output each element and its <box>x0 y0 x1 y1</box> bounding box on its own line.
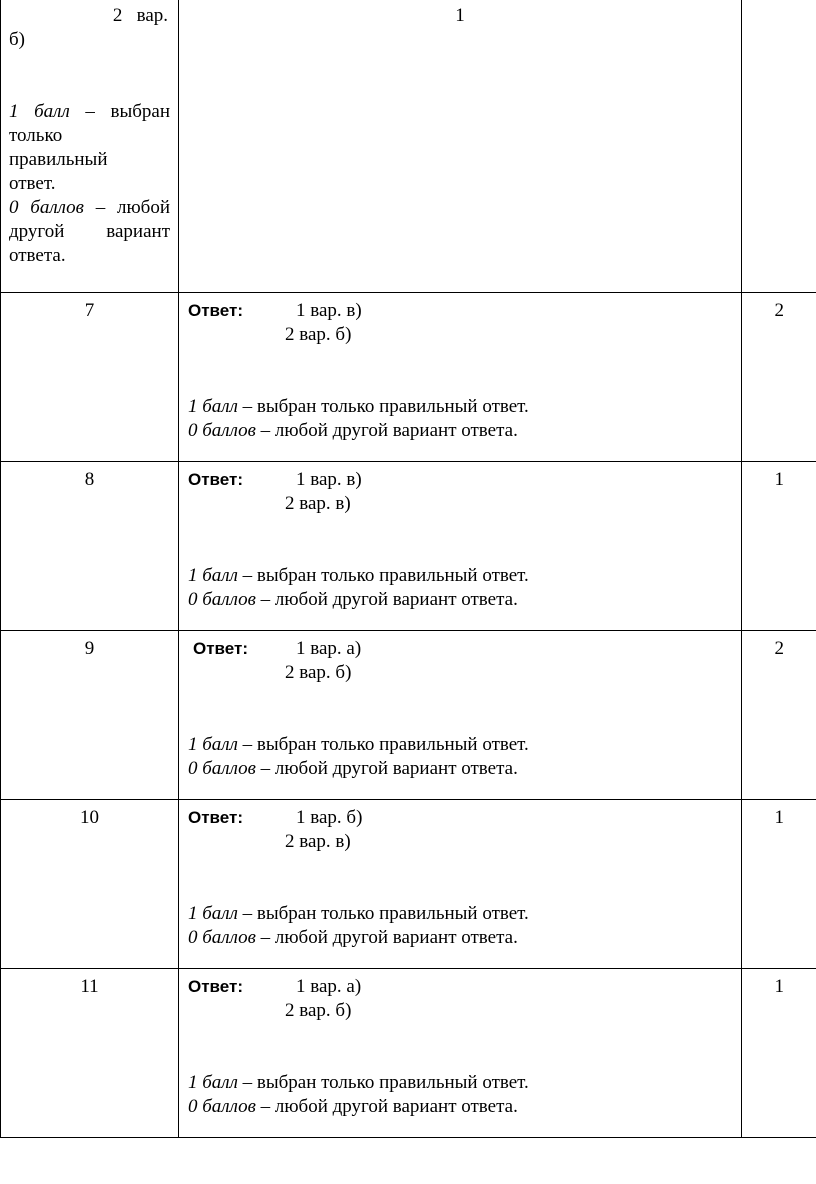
variant-1: 1 вар. в) <box>296 468 362 490</box>
point0-line <box>188 1095 741 1119</box>
table-row <box>1 0 816 292</box>
table-row <box>1 461 816 630</box>
variant-2: 2 вар. б) <box>285 323 352 345</box>
point0-cont-line <box>9 220 170 244</box>
task-number: 10 <box>1 799 179 968</box>
point0-text: – любой другой вариант ответа. <box>255 419 518 441</box>
point1-text: – выбран только правильный ответ. <box>237 902 529 924</box>
point0-line <box>188 419 741 443</box>
point0-line <box>188 926 741 950</box>
point0-text: – любой другой вариант ответа. <box>255 926 518 948</box>
point0-em: 0 баллов <box>188 1095 256 1117</box>
point0-cont-c: ответа. <box>9 245 66 266</box>
point1-cont-3: ответ. <box>9 173 56 194</box>
point0-em: 0 баллов <box>188 588 256 610</box>
point0-text: – любой другой вариант ответа. <box>255 1095 518 1117</box>
score-value: 1 <box>742 799 816 968</box>
point1-line <box>9 100 170 124</box>
score-value: 2 <box>742 292 816 461</box>
answer-cell <box>179 968 742 1137</box>
table-row <box>1 292 816 461</box>
point1-em: 1 балл <box>188 564 238 586</box>
point1-em: 1 балл <box>9 101 70 122</box>
point1-line <box>188 733 741 757</box>
answer-line-1 <box>188 299 741 323</box>
answer-cell <box>179 292 742 461</box>
table-row <box>1 630 816 799</box>
variant-1: 1 вар. в) <box>296 299 362 321</box>
table-row <box>1 968 816 1137</box>
variant-text: вар. <box>136 5 168 26</box>
variant-1: 1 вар. а) <box>296 637 362 659</box>
point0-cont-a: другой <box>9 221 65 242</box>
point0-rest: – любой <box>95 197 171 218</box>
variant-2: 2 вар. б) <box>285 661 352 683</box>
score-value: 1 <box>742 968 816 1137</box>
point0-line <box>188 757 741 781</box>
variant-1: 1 вар. а) <box>296 975 362 997</box>
variant-2: 2 вар. в) <box>285 492 351 514</box>
answer-label: Ответ: <box>188 469 243 489</box>
answer-cell <box>179 799 742 968</box>
answer-line-1 <box>188 975 741 999</box>
answer-label: Ответ: <box>188 807 243 827</box>
point1-text: – выбран только правильный ответ. <box>237 395 529 417</box>
answer-line-1 <box>193 637 741 661</box>
point1-line <box>188 395 741 419</box>
answer-label: Ответ: <box>193 638 248 658</box>
point0-text: – любой другой вариант ответа. <box>255 588 518 610</box>
point1-em: 1 балл <box>188 395 238 417</box>
point1-cont-1: только <box>9 125 63 146</box>
point0-line <box>9 196 170 220</box>
point1-em: 1 балл <box>188 1071 238 1093</box>
empty-cell <box>742 0 816 292</box>
point1-em: 1 балл <box>188 733 238 755</box>
answer-letter: б) <box>9 29 25 50</box>
task-number: 7 <box>1 292 179 461</box>
point1-text: – выбран только правильный ответ. <box>237 564 529 586</box>
task-number: 8 <box>1 461 179 630</box>
score-value: 1 <box>455 5 465 26</box>
score-cell <box>179 0 742 292</box>
point0-em: 0 баллов <box>188 419 256 441</box>
point0-text: – любой другой вариант ответа. <box>255 757 518 779</box>
table-row <box>1 799 816 968</box>
point1-line <box>188 902 741 926</box>
answer-line-1 <box>188 806 741 830</box>
point1-em: 1 балл <box>188 902 238 924</box>
variant-2: 2 вар. б) <box>285 999 352 1021</box>
answer-cell <box>179 461 742 630</box>
point1-cont-2: правильный <box>9 149 108 170</box>
variant-1: 1 вар. б) <box>296 806 363 828</box>
point0-em: 0 баллов <box>9 197 84 218</box>
point0-em: 0 баллов <box>188 926 256 948</box>
answer-label: Ответ: <box>188 976 243 996</box>
point1-text: – выбран только правильный ответ. <box>237 733 529 755</box>
criteria-cell <box>1 0 179 292</box>
task-number: 9 <box>1 630 179 799</box>
score-value: 1 <box>742 461 816 630</box>
point1-text: – выбран только правильный ответ. <box>237 1071 529 1093</box>
answer-cell <box>179 630 742 799</box>
point0-cont-b: вариант <box>106 221 170 242</box>
point1-rest: – выбран <box>85 101 170 122</box>
answer-line-1 <box>188 468 741 492</box>
answer-label: Ответ: <box>188 300 243 320</box>
task-number: 11 <box>1 968 179 1137</box>
variant-2: 2 вар. в) <box>285 830 351 852</box>
point1-line <box>188 1071 741 1095</box>
point0-em: 0 баллов <box>188 757 256 779</box>
point0-line <box>188 588 741 612</box>
point1-line <box>188 564 741 588</box>
score-value: 2 <box>742 630 816 799</box>
variant-line: 2 вар. <box>112 5 168 26</box>
